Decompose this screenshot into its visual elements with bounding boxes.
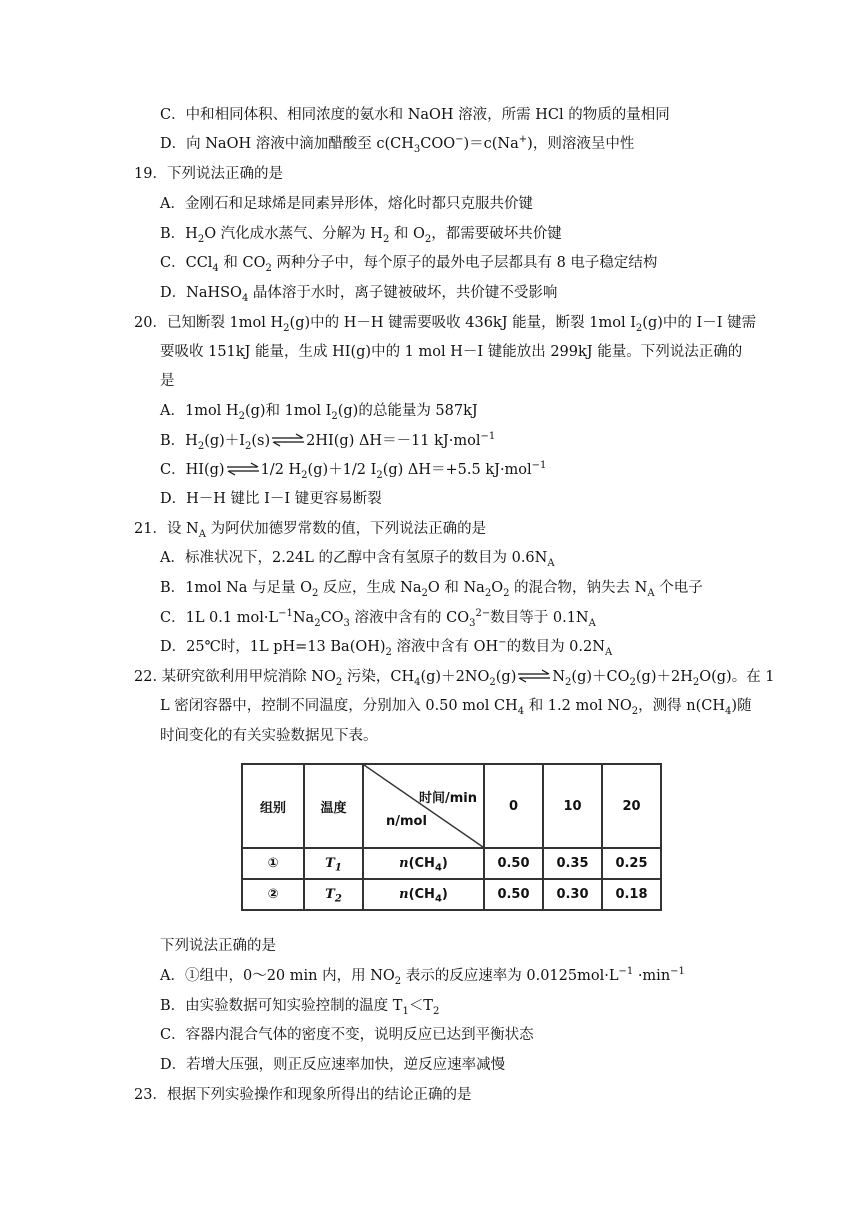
header-group: 组别: [242, 764, 304, 848]
table-header-row: [242, 764, 661, 848]
q22-stem-line1: 22. 某研究欲利用甲烷消除 $NO_2$ 污染，$CH_4(g)+2NO_2(g)$ $N_2(g)+CO_2(g)+2H_2O(g)$。在 1: [134, 669, 775, 688]
q20-stem-line2: 要吸收 151kJ 能量，生成 HI(g)中的 1 mol H－I 键能放出 299kJ 能量。下列说法正确的: [160, 344, 743, 360]
header-time-0: 0: [484, 764, 543, 848]
q21-option-d: D．25℃时，1L pH=13 $Ba(OH)_2$ 溶液中含有 OH−的数目为 $0.2N_A$: [160, 637, 613, 658]
q19-option-a: A．金刚石和足球烯是同素异形体，熔化时都只克服共价键: [160, 196, 533, 212]
q20-option-d: D．H－H 键比 I－I 键更容易断裂: [160, 491, 382, 507]
q20-option-b: B．$H_2(g)+I_2(s)$ 2HI(g) ΔH＝－11 kJ·mol$^{-1}$: [160, 431, 496, 452]
cell-temperature: $T_2$: [304, 879, 363, 910]
q19-option-c: C．CCl$_4$ 和 $CO_2$ 两种分子中，每个原子的最外电子层都具有 8 电子稳定结构: [160, 255, 658, 274]
cell-group: ①: [242, 848, 304, 879]
q20-stem-line3: 是: [160, 373, 175, 389]
q22-option-c: C．容器内混合气体的密度不变，说明反应已达到平衡状态: [160, 1027, 534, 1043]
q19-option-b: B．$H_2O$ 汽化成水蒸气、分解为 $H_2$ 和 $O_2$，都需要破坏共价键: [160, 226, 562, 245]
q22-option-a: A．①组中，0～20 min 内，用 $NO_2$ 表示的反应速率为 $0.0125mol\cdot L^{-1} \cdot\min^{-1}$: [160, 966, 685, 987]
header-temperature: 温度: [304, 764, 363, 848]
q21-stem: 21．设 $N_A$ 为阿伏加德罗常数的值，下列说法正确的是: [134, 521, 487, 540]
cell-value-10: 0.35: [543, 848, 602, 879]
q18-option-d: D．向 NaOH 溶液中滴加醋酸至 $c(CH_3COO^-)=c(Na^+)$，则溶液呈中性: [160, 134, 635, 155]
cell-quantity: $n(CH_4)$: [363, 879, 484, 910]
cell-quantity: $n(CH_4)$: [363, 848, 484, 879]
q19-stem: 19．下列说法正确的是: [134, 166, 283, 182]
equilibrium-arrow-icon: [517, 669, 551, 683]
experiment-data-table: [241, 763, 662, 911]
cell-group: ②: [242, 879, 304, 910]
q18-option-c: C．中和相同体积、相同浓度的氨水和 NaOH 溶液，所需 HCl 的物质的量相同: [160, 107, 670, 123]
header-time-20: 20: [602, 764, 661, 848]
q21-option-b: B．1mol Na 与足量 $O_2$ 反应，生成 $Na_2O$ 和 $Na_2O_2$ 的混合物，钠失去 $N_A$ 个电子: [160, 580, 703, 599]
table-row: [242, 879, 661, 910]
header-diagonal-cell: [363, 764, 484, 848]
q22-question: 下列说法正确的是: [160, 938, 276, 954]
equilibrium-arrow-icon: [271, 433, 305, 447]
q22-stem-line2: L 密闭容器中，控制不同温度，分别加入 0.50 mol $CH_4$ 和 1.2 mol $NO_2$，测得 $n(CH_4)$随: [160, 698, 752, 717]
cell-value-10: 0.30: [543, 879, 602, 910]
q20-option-c: C．HI(g) 1/2 $H_2(g)+1/2$ $I_2(g)$ ΔH＝+5.5 kJ·mol$^{-1}$: [160, 460, 547, 481]
cell-value-0: 0.50: [484, 879, 543, 910]
cell-temperature: $T_1$: [304, 848, 363, 879]
diagonal-line: [364, 765, 483, 847]
cell-value-20: 0.25: [602, 848, 661, 879]
cell-value-20: 0.18: [602, 879, 661, 910]
cell-value-0: 0.50: [484, 848, 543, 879]
q22-option-b: B．由实验数据可知实验控制的温度 $T_1<T_2$: [160, 998, 440, 1017]
q20-option-a: A．1mol $H_2(g)$和 1mol $I_2(g)$的总能量为 587kJ: [160, 403, 478, 422]
q22-option-d: D．若增大压强，则正反应速率加快，逆反应速率减慢: [160, 1057, 506, 1073]
q21-option-a: A．标准状况下，2.24L 的乙醇中含有氢原子的数目为 $0.6N_A$: [160, 550, 555, 569]
q22-stem-line3: 时间变化的有关实验数据见下表。: [160, 728, 378, 744]
q21-option-c: C．1L 0.1 $mol\cdot L^{-1}Na_2CO_3$ 溶液中含有的 $CO_3^{2-}$数目等于 $0.1N_A$: [160, 608, 596, 629]
q20-stem-line1: 20．已知断裂 1mol $H_2(g)$中的 H－H 键需要吸收 436kJ 能量，断裂 1mol $I_2(g)$中的 I－I 键需: [134, 315, 757, 334]
header-time: 时间/min: [418, 791, 477, 806]
table-row: [242, 848, 661, 879]
header-time-10: 10: [543, 764, 602, 848]
header-amount: n/mol: [386, 814, 427, 829]
equilibrium-arrow-icon: [226, 462, 260, 476]
q23-stem: 23．根据下列实验操作和现象所得出的结论正确的是: [134, 1087, 472, 1103]
q19-option-d: D．NaHSO$_4$ 晶体溶于水时，离子键被破坏，共价键不受影响: [160, 285, 558, 304]
